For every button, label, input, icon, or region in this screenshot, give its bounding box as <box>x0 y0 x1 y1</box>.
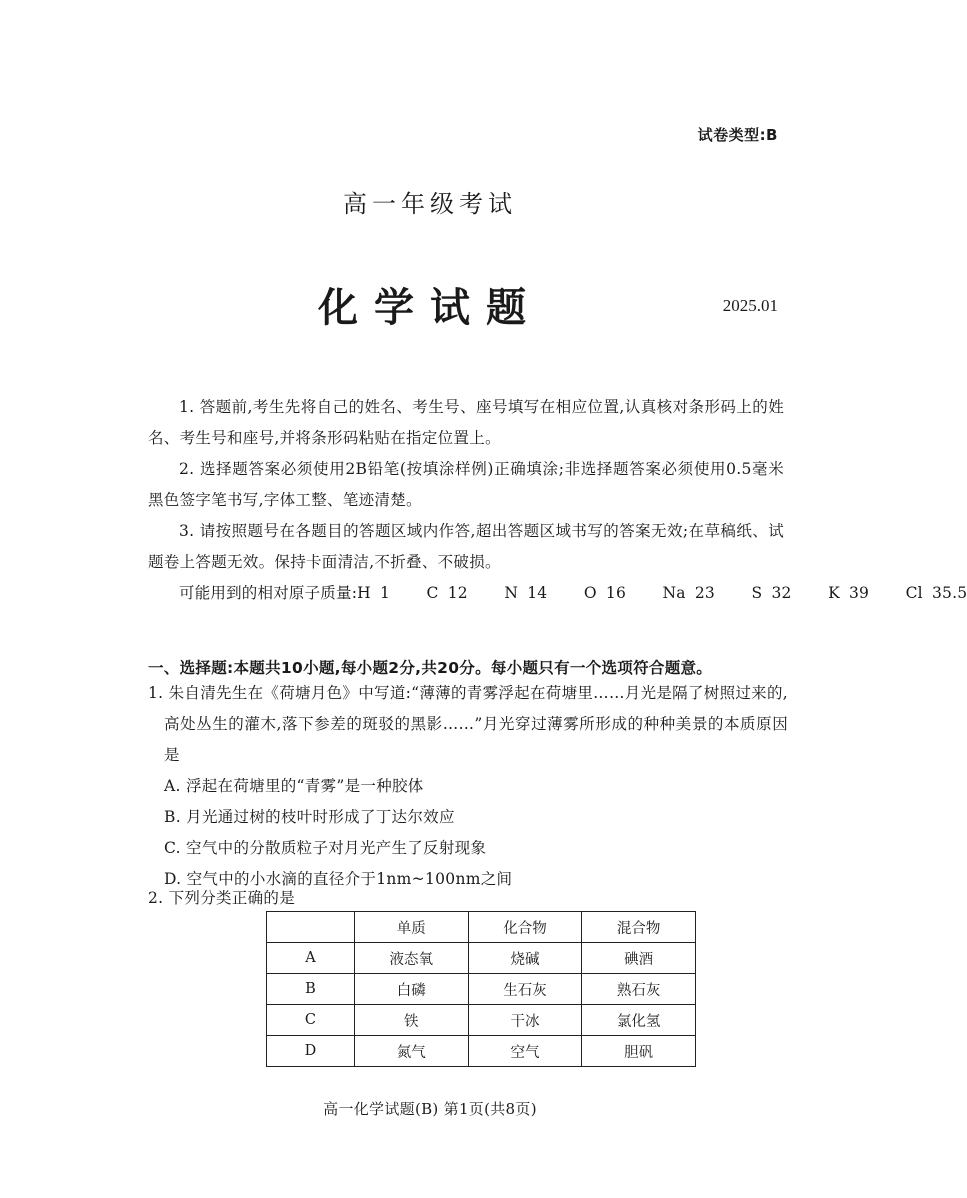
exam-title: 高一年级考试 <box>343 190 517 218</box>
table-cell: A <box>267 943 355 974</box>
table-cell: 碘酒 <box>582 943 696 974</box>
table-cell: 胆矾 <box>582 1036 696 1067</box>
table-header-cell: 单质 <box>354 912 468 943</box>
question-stem: 2. 下列分类正确的是 <box>148 889 296 907</box>
table-header-cell <box>267 912 355 943</box>
table-cell: 铁 <box>354 1005 468 1036</box>
subject-title: 化学试题 <box>318 284 542 331</box>
classification-table <box>266 911 696 1067</box>
table-cell: 干冰 <box>468 1005 582 1036</box>
instruction-item: 1. 答题前,考生先将自己的姓名、考生号、座号填写在相应位置,认真核对条形码上的姓名、考生号和座号,并将条形码粘贴在指定位置上。 <box>148 398 784 447</box>
question-1 <box>148 678 788 895</box>
table-cell: 白磷 <box>354 974 468 1005</box>
table-row <box>267 974 696 1005</box>
page-footer: 高一化学试题(B) 第1页(共8页) <box>323 1100 537 1118</box>
option-a: A. 浮起在荷塘里的“青雾”是一种胶体 <box>164 777 424 795</box>
instruction-item: 2. 选择题答案必须使用2B铅笔(按填涂样例)正确填涂;非选择题答案必须使用0.5毫米黑色签字笔书写,字体工整、笔迹清楚。 <box>148 460 784 509</box>
option-d: D. 空气中的小水滴的直径介于1nm~100nm之间 <box>164 870 513 888</box>
instruction-item: 3. 请按照题号在各题目的答题区域内作答,超出答题区域书写的答案无效;在草稿纸、试题卷上答题无效。保持卡面清洁,不折叠、不破损。 <box>148 522 784 571</box>
table-cell: D <box>267 1036 355 1067</box>
table-cell: 液态氧 <box>354 943 468 974</box>
table-cell: 氯化氢 <box>582 1005 696 1036</box>
option-c: C. 空气中的分散质粒子对月光产生了反射现象 <box>164 839 487 857</box>
table-cell: 氮气 <box>354 1036 468 1067</box>
paper-type-label: 试卷类型:B <box>697 126 778 144</box>
exam-date: 2025.01 <box>722 296 778 315</box>
question-stem: 1. 朱自清先生在《荷塘月色》中写道:“薄薄的青雾浮起在荷塘里……月光是隔了树照过来的,高处丛生的灌木,落下参差的斑驳的黑影……”月光穿过薄雾所形成的种种美景的本质原因是 <box>148 684 788 764</box>
table-header-cell: 化合物 <box>468 912 582 943</box>
atomic-masses-line: 可能用到的相对原子质量:H 1 C 12 N 14 O 16 Na 23 S 32 K 39 Cl 35.5 <box>179 584 967 602</box>
instructions-block <box>148 392 967 609</box>
table-cell: 烧碱 <box>468 943 582 974</box>
question-2 <box>148 883 788 914</box>
option-b: B. 月光通过树的枝叶时形成了丁达尔效应 <box>164 808 455 826</box>
table-cell: B <box>267 974 355 1005</box>
table-header-row <box>267 912 696 943</box>
table-row <box>267 1036 696 1067</box>
table-row <box>267 943 696 974</box>
table-header-cell: 混合物 <box>582 912 696 943</box>
table-cell: 熟石灰 <box>582 974 696 1005</box>
table-cell: 生石灰 <box>468 974 582 1005</box>
table-cell: C <box>267 1005 355 1036</box>
section-heading: 一、选择题:本题共10小题,每小题2分,共20分。每小题只有一个选项符合题意。 <box>148 659 713 677</box>
table-row <box>267 1005 696 1036</box>
table-cell: 空气 <box>468 1036 582 1067</box>
